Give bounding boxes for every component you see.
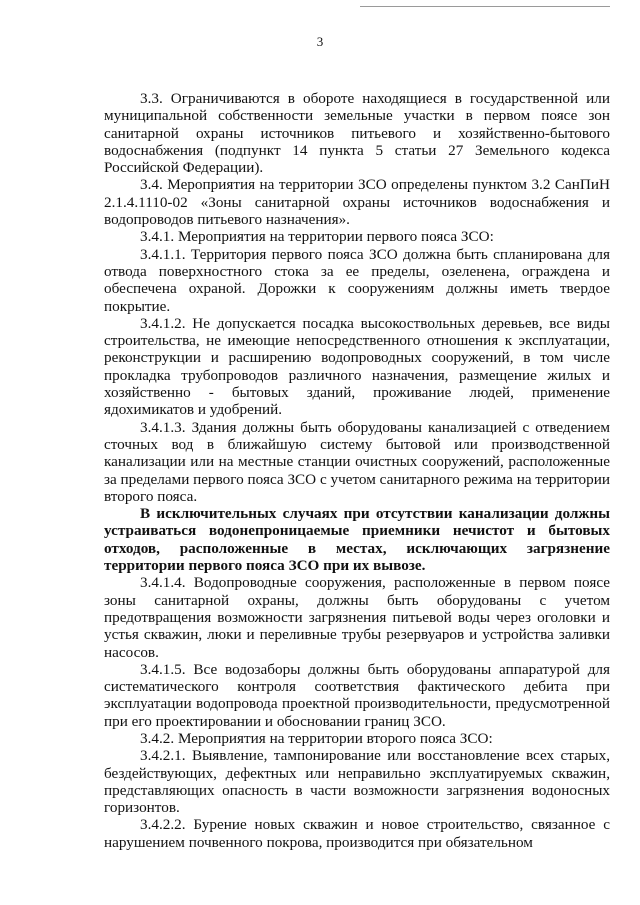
paragraph-3-4-1: 3.4.1. Мероприятия на территории первого пояса ЗСО: (140, 228, 494, 246)
paragraph-3-4-2-1: 3.4.2.1. Выявление, тампонирование или восстановление всех старых, бездействующих, дефектных или неправильно эксплуатируемых скважин, представляющих опасность в части возможности загрязнения водоносных горизонтов. (104, 747, 610, 817)
paragraph-3-4-2-2: 3.4.2.2. Бурение новых скважин и новое строительство, связанное с нарушением почвенного покрова, производится при обязательном (104, 816, 610, 851)
paragraph-3-4-1-5: 3.4.1.5. Все водозаборы должны быть оборудованы аппаратурой для систематического контроля соответствия фактического дебита при эксплуатации водопровода проектной производительности, предусмотренной при его проектировании и обосновании границ ЗСО. (104, 660, 610, 730)
paragraph-3-3: 3.3. Ограничиваются в обороте находящиеся в государственной или муниципальной собственности земельные участки в первом поясе зон санитарной охраны источников питьевого и хозяйственно-бытового водоснабжения (подпункт 14 пункта 5 статьи 27 Земельного кодекса Российской Федерации). (104, 90, 610, 177)
paragraph-3-4-1-4: 3.4.1.4. Водопроводные сооружения, расположенные в первом поясе зоны санитарной охраны, должны быть оборудованы с учетом предотвращения возможности загрязнения питьевой воды через оголовки и устья скважин, люки и переливные трубы резервуаров и устройства заливки насосов. (104, 574, 610, 661)
paragraph-3-4-1-2: 3.4.1.2. Не допускается посадка высокоствольных деревьев, все виды строительства, не имеющие непосредственного отношения к эксплуатации, реконструкции и расширению водопроводных сооружений, в том числе прокладка трубопроводов различного назначения, размещение жилых и хозяйственно - бытовых зданий, проживание людей, применение ядохимикатов и удобрений. (104, 314, 610, 419)
paragraph-3-4-1-3: 3.4.1.3. Здания должны быть оборудованы канализацией с отведением сточных вод в ближайшую систему бытовой или производственной канализации или на местные станции очистных сооружений, расположенные за пределами первого пояса ЗСО с учетом санитарного режима на территории второго пояса. (104, 418, 610, 505)
document-body (104, 90, 610, 851)
top-rule (360, 6, 610, 7)
paragraph-3-4: 3.4. Мероприятия на территории ЗСО определены пунктом 3.2 СанПиН 2.1.4.1110-02 «Зоны санитарной охраны источников водоснабжения и водопроводов питьевого назначения». (104, 176, 610, 229)
paragraph-3-4-1-1: 3.4.1.1. Территория первого пояса ЗСО должна быть спланирована для отвода поверхностного стока за ее пределы, озеленена, ограждена и обеспечена охраной. Дорожки к сооружениям должны иметь твердое покрытие. (104, 245, 610, 315)
paragraph-3-4-2: 3.4.2. Мероприятия на территории второго пояса ЗСО: (140, 729, 493, 747)
page-number: 3 (316, 34, 324, 49)
paragraph-exceptional-cases: В исключительных случаях при отсутствии канализации должны устраиваться водонепроницаемые приемники нечистот и бытовых отходов, расположенные в местах, исключающих загрязнение территории первого пояса ЗСО при их вывозе. (104, 505, 610, 575)
